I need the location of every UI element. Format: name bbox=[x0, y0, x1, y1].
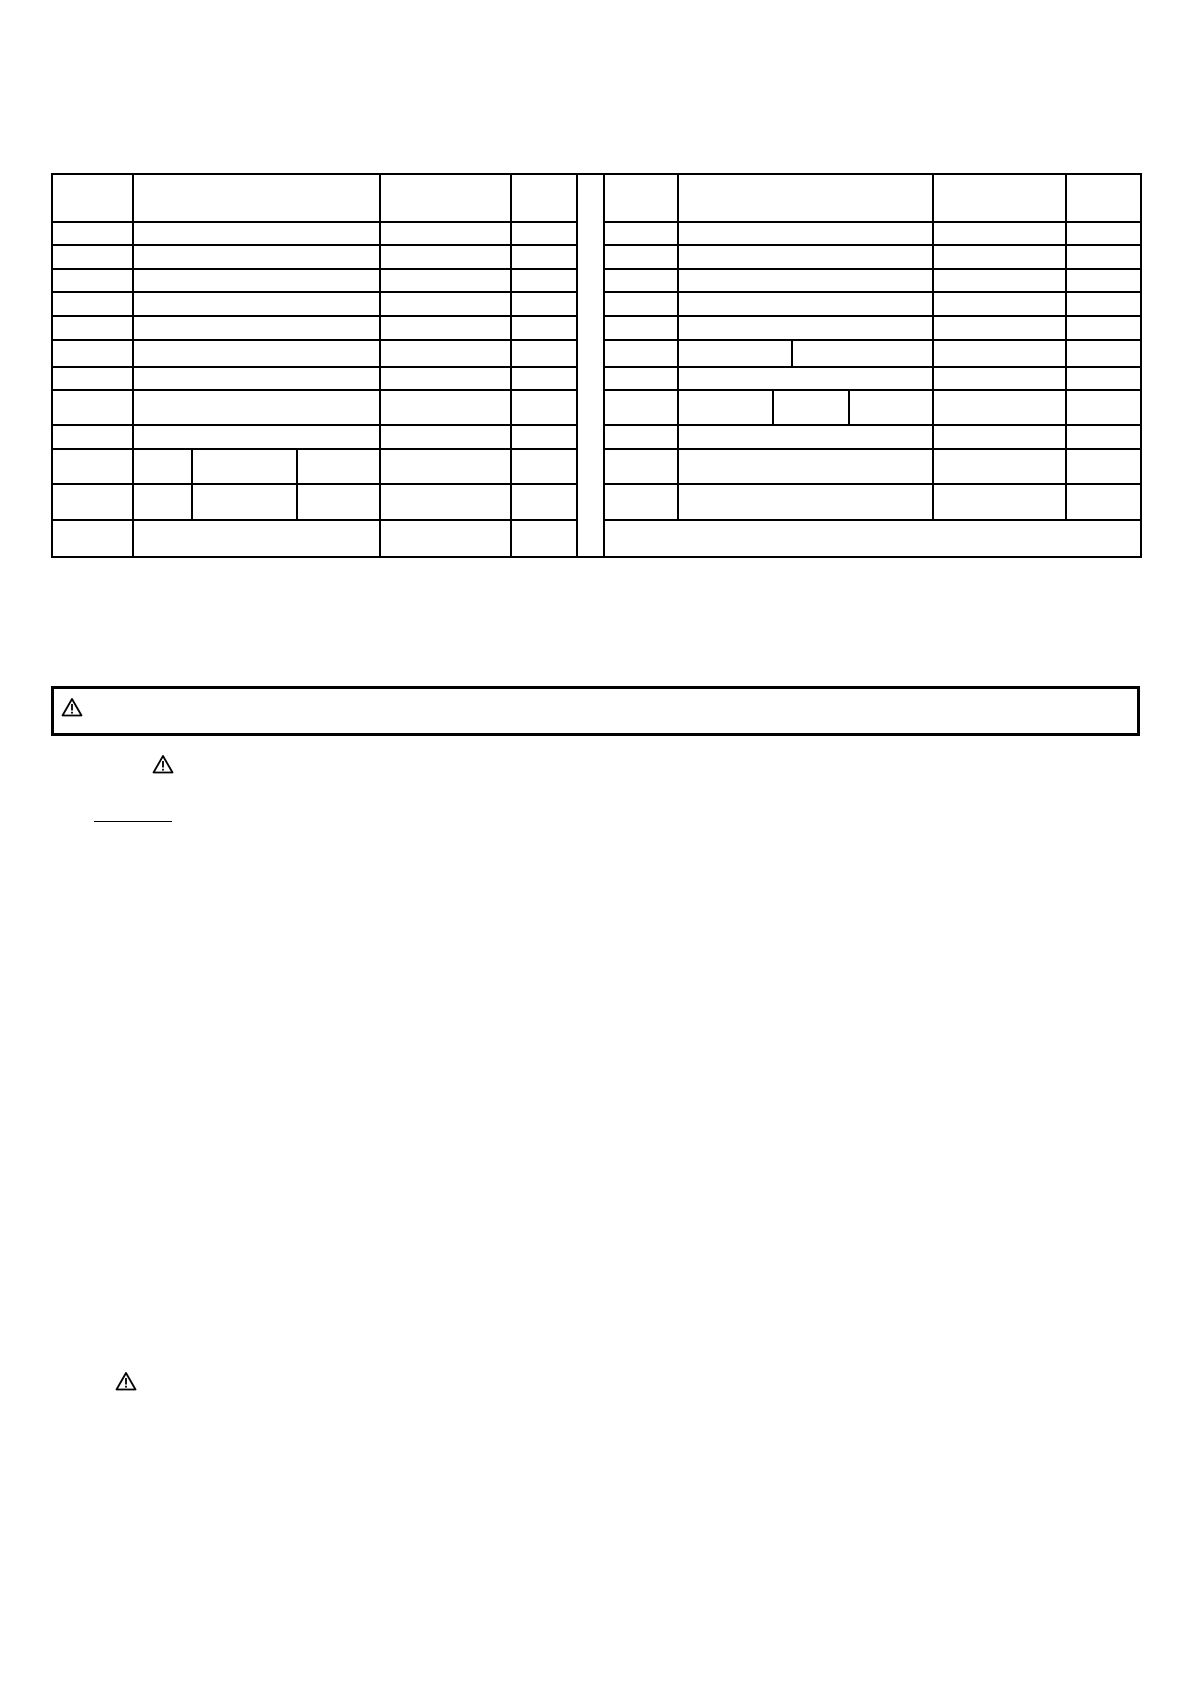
table-rule bbox=[677, 173, 679, 519]
warning-triangle-icon bbox=[152, 754, 174, 774]
table-rule bbox=[51, 556, 576, 558]
table-rule bbox=[51, 339, 576, 341]
table-rule bbox=[132, 173, 134, 558]
table-rule bbox=[51, 315, 576, 317]
table-rule bbox=[576, 556, 604, 558]
warning-triangle-icon bbox=[115, 1371, 137, 1391]
table-rule bbox=[603, 389, 1142, 391]
table-rule bbox=[510, 173, 512, 558]
table-rule bbox=[603, 244, 1142, 246]
table-rule bbox=[603, 339, 1142, 341]
table-rule bbox=[603, 173, 605, 558]
table-rule bbox=[51, 519, 576, 521]
table-rule bbox=[51, 291, 576, 293]
table-rule bbox=[51, 244, 576, 246]
table-rule bbox=[51, 424, 576, 426]
warning-triangle-icon bbox=[61, 697, 83, 717]
table-rule bbox=[603, 221, 1142, 223]
warning-box bbox=[51, 686, 1140, 736]
table-rule bbox=[51, 173, 53, 558]
table-rule bbox=[1065, 173, 1067, 519]
table-rule bbox=[603, 366, 1142, 368]
table-rule bbox=[603, 268, 1142, 270]
table-rule bbox=[603, 483, 1142, 485]
table-rule bbox=[191, 448, 193, 519]
table-rule bbox=[932, 173, 934, 519]
section-heading-underline bbox=[94, 821, 172, 822]
table-rule bbox=[603, 315, 1142, 317]
table-rule bbox=[603, 556, 1142, 558]
table-rule bbox=[791, 339, 793, 366]
table-rule bbox=[51, 389, 576, 391]
table-rule bbox=[379, 173, 381, 558]
table-rule bbox=[51, 483, 576, 485]
table-rule bbox=[296, 448, 298, 519]
table-rule bbox=[576, 173, 604, 175]
table-rule bbox=[51, 221, 576, 223]
table-rule bbox=[603, 519, 1142, 521]
table-rule bbox=[603, 291, 1142, 293]
table-rule bbox=[603, 173, 1142, 175]
table-rule bbox=[51, 448, 576, 450]
table-rule bbox=[772, 389, 774, 424]
table-rule bbox=[603, 448, 1142, 450]
table-rule bbox=[51, 366, 576, 368]
table-rule bbox=[1140, 173, 1142, 558]
table-rule bbox=[51, 268, 576, 270]
table-rule bbox=[848, 389, 850, 424]
table-rule bbox=[576, 173, 578, 558]
table-rule bbox=[603, 424, 1142, 426]
table-rule bbox=[51, 173, 576, 175]
